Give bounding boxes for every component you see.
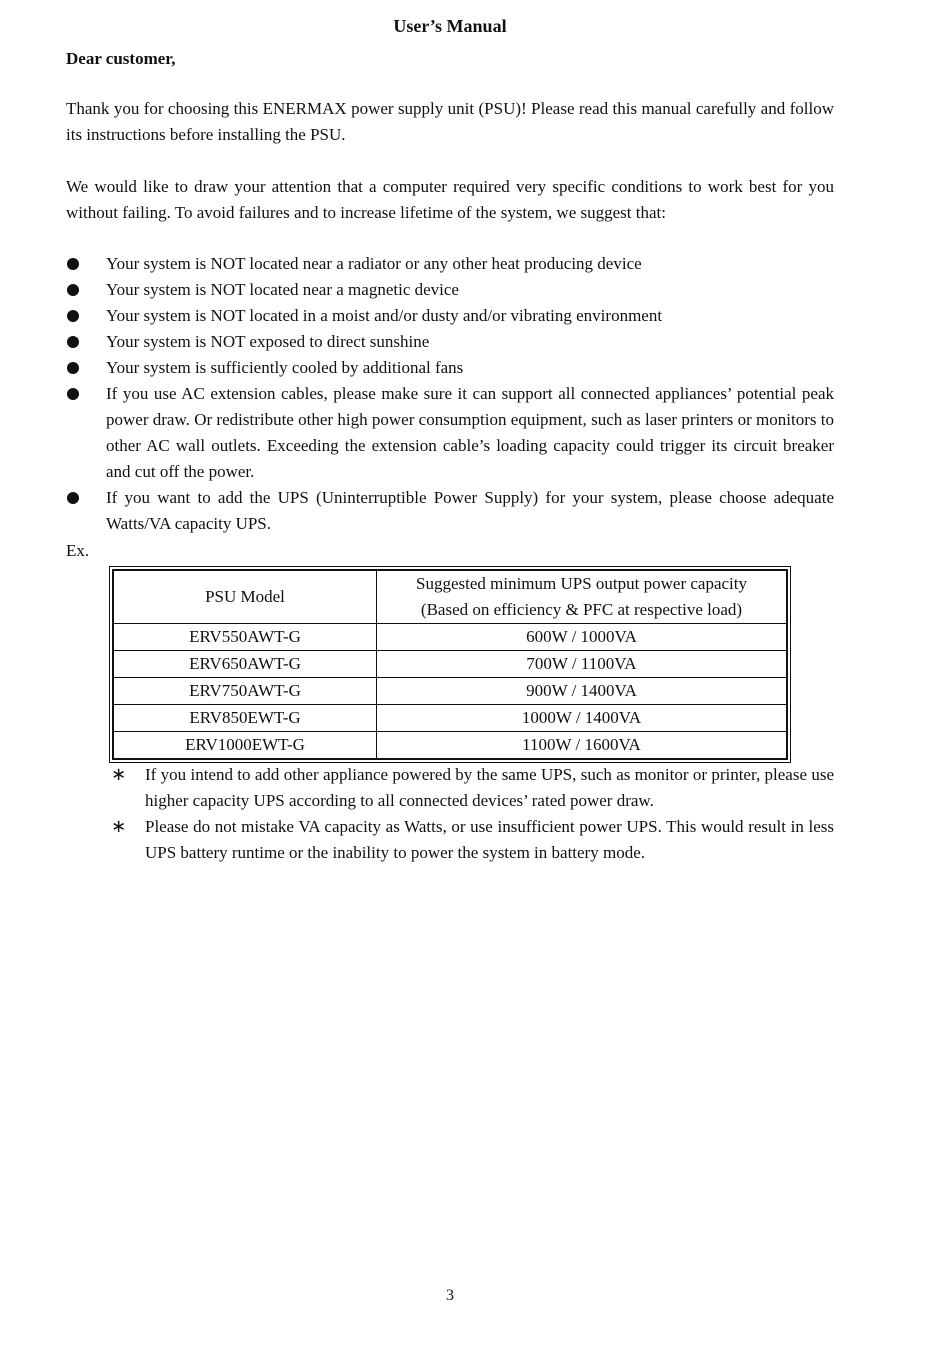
psu-model-cell: ERV850EWT-G xyxy=(114,705,377,732)
bullet-icon xyxy=(67,492,79,504)
list-item: Your system is NOT located near a magnetic device xyxy=(66,277,834,303)
list-item: If you use AC extension cables, please make sure it can support all connected appliances’ potential peak power draw. Or redistribute other high power consumption equipment, such as laser printers or monitors to other AC wall outlets. Exceeding the extension cable’s loading capacity could trigger its circuit breaker and cut off the power. xyxy=(66,381,834,485)
table-row xyxy=(114,678,787,705)
recommendation-list xyxy=(66,251,834,537)
psu-model-cell: ERV650AWT-G xyxy=(114,651,377,678)
intro-paragraph: Thank you for choosing this ENERMAX power supply unit (PSU)! Please read this manual carefully and follow its instructions before installing the PSU. xyxy=(66,99,834,144)
ups-capacity-cell: 900W / 1400VA xyxy=(377,678,787,705)
greeting: Dear customer, xyxy=(66,49,176,68)
psu-model-cell: ERV750AWT-G xyxy=(114,678,377,705)
notes-list xyxy=(109,762,834,866)
bullet-icon xyxy=(67,362,79,374)
psu-model-cell: ERV1000EWT-G xyxy=(114,732,377,759)
header-capacity-line2: (Based on efficiency & PFC at respective load) xyxy=(420,600,743,619)
table-row xyxy=(114,732,787,759)
table-header-row xyxy=(114,571,787,624)
asterisk-icon: ∗ xyxy=(111,816,127,837)
list-item: Your system is NOT exposed to direct sunshine xyxy=(66,329,834,355)
header-psu-model: PSU Model xyxy=(114,571,377,624)
table-row xyxy=(114,624,787,651)
bullet-icon xyxy=(67,336,79,348)
asterisk-icon: ∗ xyxy=(111,764,127,785)
page-title: User’s Manual xyxy=(393,16,507,36)
ups-capacity-cell: 700W / 1100VA xyxy=(377,651,787,678)
bullet-icon xyxy=(67,284,79,296)
ups-capacity-table xyxy=(109,566,791,763)
list-item: Your system is NOT located near a radiator or any other heat producing device xyxy=(66,251,834,277)
list-item: Your system is sufficiently cooled by additional fans xyxy=(66,355,834,381)
ups-capacity-cell: 600W / 1000VA xyxy=(377,624,787,651)
list-item: If you want to add the UPS (Uninterruptible Power Supply) for your system, please choose adequate Watts/VA capacity UPS. xyxy=(66,485,834,537)
ups-capacity-cell: 1100W / 1600VA xyxy=(377,732,787,759)
note-item: ∗ If you intend to add other appliance powered by the same UPS, such as monitor or printer, please use higher capacity UPS according to all connected devices’ rated power draw. xyxy=(111,764,834,810)
bullet-icon xyxy=(67,310,79,322)
table-row xyxy=(114,651,787,678)
example-label: Ex. xyxy=(66,541,90,560)
list-item: Your system is NOT located in a moist and/or dusty and/or vibrating environment xyxy=(66,303,834,329)
psu-model-cell: ERV550AWT-G xyxy=(114,624,377,651)
table-row xyxy=(114,705,787,732)
bullet-icon xyxy=(67,258,79,270)
header-capacity-line1: Suggested minimum UPS output power capacity xyxy=(416,574,747,593)
header-ups-capacity xyxy=(377,571,787,624)
bullet-icon xyxy=(67,388,79,400)
note-item: ∗ Please do not mistake VA capacity as Watts, or use insufficient power UPS. This would result in less UPS battery runtime or the inability to power the system in battery mode. xyxy=(111,816,834,862)
conditions-paragraph: We would like to draw your attention that a computer required very specific conditions to work best for you without failing. To avoid failures and to increase lifetime of the system, we suggest that: xyxy=(66,177,834,222)
page-number: 3 xyxy=(446,1287,454,1304)
ups-capacity-cell: 1000W / 1400VA xyxy=(377,705,787,732)
